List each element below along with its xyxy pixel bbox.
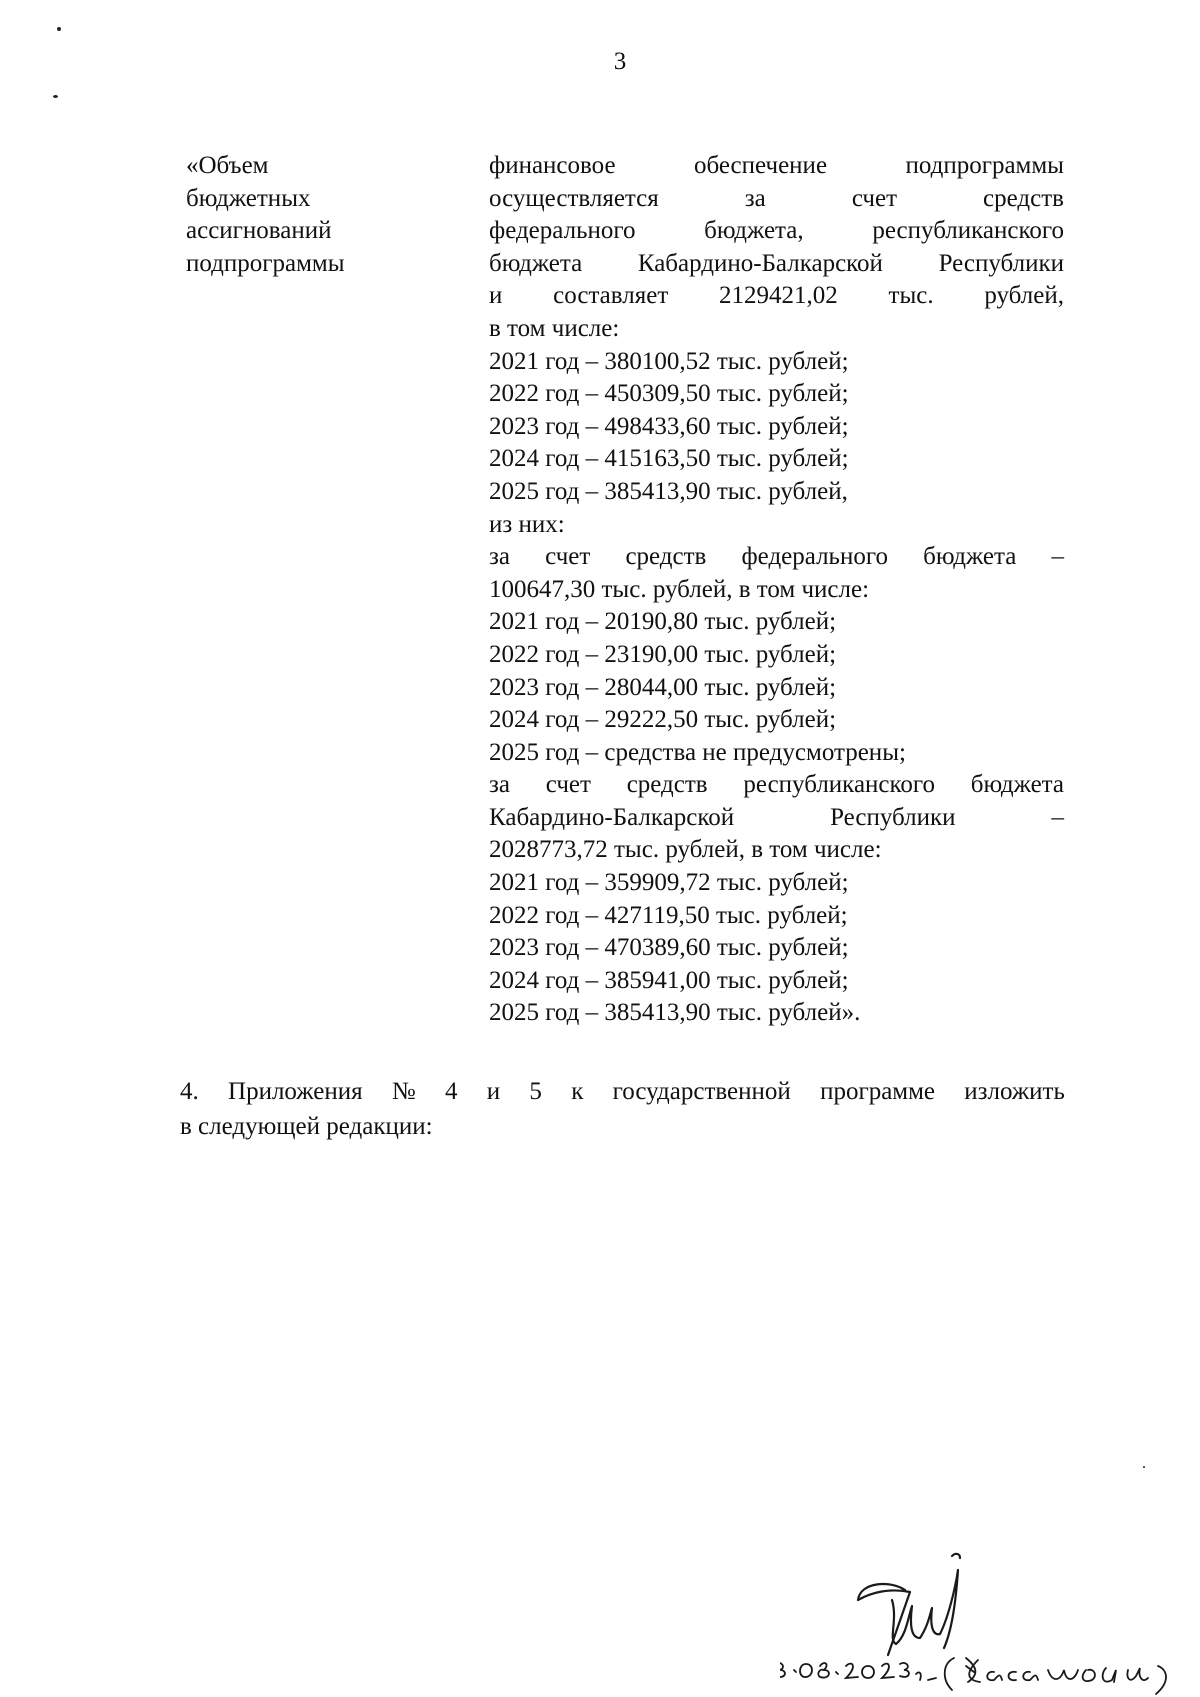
right-line: 2023 год – 470389,60 тыс. рублей; [489,934,849,962]
word: за [744,184,766,212]
word: счет [545,771,591,799]
word: 2129421,02 [719,282,838,310]
left-line: бюджетных [186,184,311,212]
right-line: 100647,30 тыс. рублей, в том числе: [489,575,870,603]
right-line [489,802,1064,835]
right-line [489,150,1064,183]
left-line: подпрограммы [186,249,345,277]
scan-mark [1143,1466,1145,1468]
right-line: 2021 год – 20190,80 тыс. рублей; [489,608,837,636]
word: к [571,1078,584,1105]
right-line: 2025 год – 385413,90 тыс. рублей». [489,999,861,1027]
right-line: 2022 год – 23190,00 тыс. рублей; [489,640,837,668]
word: 4 [445,1078,458,1105]
word: бюджета [489,249,583,277]
word: республиканского [872,217,1064,245]
scan-mark [57,27,61,31]
right-line: 2024 год – 29222,50 тыс. рублей; [489,706,837,734]
right-line: 2021 год – 380100,52 тыс. рублей; [489,347,849,375]
word: подпрограммы [905,152,1064,179]
right-line: 2022 год – 450309,50 тыс. рублей; [489,380,849,408]
word: и [486,1078,501,1105]
word: финансовое [489,152,616,179]
word: изложить [964,1078,1065,1105]
word: тыс. [888,282,934,310]
right-line [489,183,1064,216]
right-line [489,769,1064,802]
right-line: 2025 год – средства не предусмотрены; [489,738,906,766]
right-line: 2024 год – 385941,00 тыс. рублей; [489,966,849,994]
word: Республики [830,803,956,831]
right-line: 2028773,72 тыс. рублей, в том числе: [489,836,882,864]
left-line: «Объем [186,152,269,179]
word: бюджета [923,543,1017,571]
word: федерального [489,217,636,245]
right-line [489,541,1064,574]
word: – [1051,803,1064,831]
table-left-cell [186,150,406,280]
word: за [489,771,510,799]
word: средств [983,184,1064,212]
right-line: 2023 год – 498433,60 тыс. рублей; [489,412,849,440]
page-number: 3 [613,48,627,75]
word: счет [545,543,591,571]
word: средств [625,543,707,571]
right-line: в том числе: [489,314,620,342]
right-line: 2023 год – 28044,00 тыс. рублей; [489,673,837,701]
word: государственной [612,1078,791,1105]
word: Республики [938,249,1064,277]
scan-mark [53,95,58,98]
table-right-cell [489,150,1064,1030]
word: Приложения [228,1078,363,1105]
paragraph-4-line-2: в следующей редакции: [180,1113,433,1140]
word: Кабардино-Балкарской [489,803,735,831]
right-line: 2022 год – 427119,50 тыс. рублей; [489,901,848,929]
word: рублей, [984,282,1064,310]
paragraph-4-line-1 [180,1074,1065,1109]
right-line: 2025 год – 385413,90 тыс. рублей, [489,477,848,505]
word: 5 [529,1078,542,1105]
word: счет [851,184,898,212]
right-line [489,248,1064,281]
word: Кабардино-Балкарской [637,249,883,277]
right-line [489,280,1064,313]
word: 4. [180,1078,199,1105]
word: № [391,1078,416,1105]
word: за [489,543,510,571]
word: республиканского [743,771,936,799]
word: – [1051,543,1064,571]
right-line: из них: [489,510,565,538]
paragraph-4 [180,1074,1065,1144]
word: обеспечение [693,152,828,179]
left-line: ассигнований [186,217,332,245]
word: федерального [741,543,888,571]
word: бюджета [970,771,1064,799]
right-line: 2021 год – 359909,72 тыс. рублей; [489,869,849,897]
right-line [489,215,1064,248]
handwritten-signature [780,1540,1200,1697]
word: средств [626,771,708,799]
word: и [489,282,503,310]
word: осуществляется [489,184,659,212]
word: составляет [553,282,669,310]
word: программе [820,1078,936,1105]
right-line: 2024 год – 415163,50 тыс. рублей; [489,445,849,473]
word: бюджета, [704,217,804,245]
